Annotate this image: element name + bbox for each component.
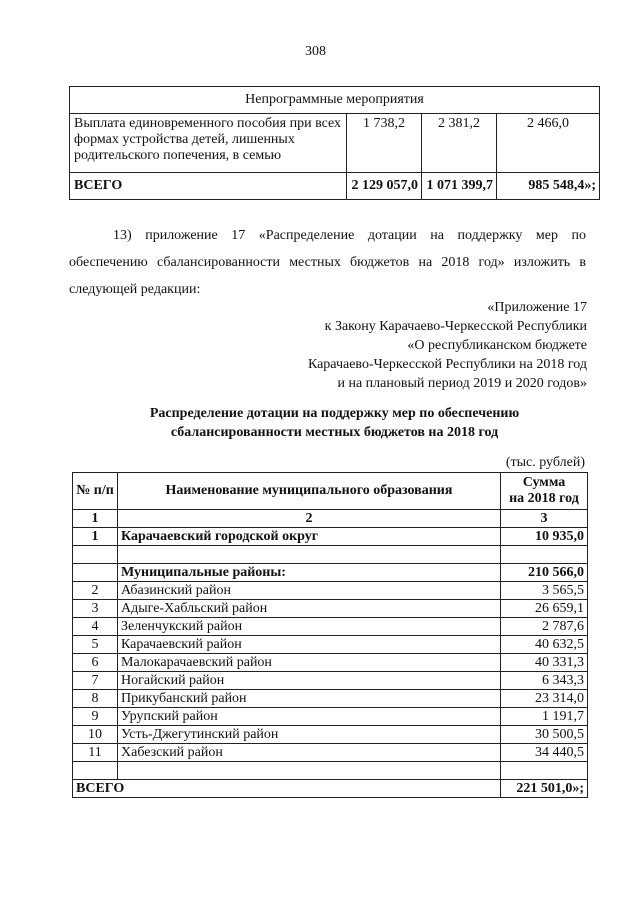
page-number: 308 — [305, 44, 326, 59]
section-title-line: Распределение дотации на поддержку мер по обеспечению — [149, 406, 520, 421]
row-name-cell: Усть-Джегутинский район — [118, 726, 501, 744]
header-row — [73, 473, 588, 510]
index-cell: 1 — [73, 510, 118, 528]
header-num: № п/п — [73, 473, 118, 510]
total-row — [73, 780, 588, 798]
row-num-cell: 4 — [73, 618, 118, 636]
row-num-cell: 2 — [73, 582, 118, 600]
table-row — [73, 672, 588, 690]
empty-cell — [501, 546, 588, 564]
empty-cell — [118, 546, 501, 564]
total-row — [70, 173, 600, 200]
empty-cell — [73, 762, 118, 780]
total-2019-cell: 1 071 399,7 — [422, 173, 497, 200]
empty-cell — [73, 564, 118, 582]
row-value-cell: 210 566,0 — [501, 564, 588, 582]
total-value-cell: 221 501,0»; — [501, 780, 588, 798]
row-num-cell: 11 — [73, 744, 118, 762]
row-num-cell: 7 — [73, 672, 118, 690]
table-row — [73, 636, 588, 654]
row-value-cell: 1 191,7 — [501, 708, 588, 726]
appendix-header — [308, 298, 587, 393]
header-sum-line1: Сумма — [522, 475, 566, 490]
table-row — [73, 690, 588, 708]
table-row — [73, 654, 588, 672]
units-label: (тыс. рублей) — [505, 455, 585, 470]
table-row — [73, 618, 588, 636]
row-num-cell: 9 — [73, 708, 118, 726]
table-row — [73, 708, 588, 726]
row-num-cell: 8 — [73, 690, 118, 708]
row-name-cell: Адыге-Хабльский район — [118, 600, 501, 618]
table-row — [70, 114, 600, 173]
row-name-cell: Хабезский район — [118, 744, 501, 762]
row-name-cell: Муниципальные районы: — [118, 564, 501, 582]
budget-continuation-table — [69, 86, 600, 200]
row-name-cell: Абазинский район — [118, 582, 501, 600]
row-num-cell: 5 — [73, 636, 118, 654]
row-value-cell: 40 632,5 — [501, 636, 588, 654]
empty-cell — [118, 762, 501, 780]
row-value-cell: 10 935,0 — [501, 528, 588, 546]
section-title-cell: Непрограммные мероприятия — [70, 87, 600, 114]
row-value-cell: 34 440,5 — [501, 744, 588, 762]
amendment-paragraph: 13) приложение 17 «Распределение дотации на поддержку мер по обеспечению сбалансированности местных бюджетов на 2018 год» изложить в следующей редакции: — [69, 228, 586, 297]
appendix-line: «О республиканском бюджете — [407, 338, 587, 353]
row-name-cell: Малокарачаевский район — [118, 654, 501, 672]
districts-header-row — [73, 564, 588, 582]
total-2020-cell: 985 548,4»; — [497, 173, 600, 200]
index-row — [73, 510, 588, 528]
empty-row — [73, 546, 588, 564]
row-num-cell: 6 — [73, 654, 118, 672]
row-value-cell: 3 565,5 — [501, 582, 588, 600]
value-2019-cell: 2 381,2 — [422, 114, 497, 173]
appendix-line: Карачаево-Черкесской Республики на 2018 год — [307, 357, 587, 372]
header-name: Наименование муниципального образования — [118, 473, 501, 510]
table-row — [73, 528, 588, 546]
value-2018-cell: 1 738,2 — [347, 114, 422, 173]
row-value-cell: 23 314,0 — [501, 690, 588, 708]
row-name-cell: Карачаевский район — [118, 636, 501, 654]
empty-cell — [73, 546, 118, 564]
row-name-cell: Зеленчукский район — [118, 618, 501, 636]
total-2018-cell: 2 129 057,0 — [347, 173, 422, 200]
row-name-cell: Выплата единовременного пособия при всех формах устройства детей, лишенных родительского попечения, в семью — [70, 114, 347, 173]
distribution-table — [72, 472, 588, 798]
table-row — [73, 582, 588, 600]
row-value-cell: 2 787,6 — [501, 618, 588, 636]
row-value-cell: 6 343,3 — [501, 672, 588, 690]
appendix-line: к Закону Карачаево-Черкесской Республики — [324, 319, 587, 334]
row-num-cell: 1 — [73, 528, 118, 546]
table-section-row — [70, 87, 600, 114]
appendix-line: и на плановый период 2019 и 2020 годов» — [337, 376, 587, 391]
row-value-cell: 26 659,1 — [501, 600, 588, 618]
row-name-cell: Урупский район — [118, 708, 501, 726]
empty-row — [73, 762, 588, 780]
table-row — [73, 744, 588, 762]
row-value-cell: 40 331,3 — [501, 654, 588, 672]
index-cell: 3 — [501, 510, 588, 528]
row-name-cell: Ногайский район — [118, 672, 501, 690]
total-label-cell: ВСЕГО — [73, 780, 501, 798]
section-title — [69, 404, 600, 442]
appendix-line: «Приложение 17 — [487, 300, 587, 315]
table-row — [73, 726, 588, 744]
row-value-cell: 30 500,5 — [501, 726, 588, 744]
total-label-cell: ВСЕГО — [70, 173, 347, 200]
table-row — [73, 600, 588, 618]
index-cell: 2 — [118, 510, 501, 528]
row-num-cell: 10 — [73, 726, 118, 744]
row-num-cell: 3 — [73, 600, 118, 618]
value-2020-cell: 2 466,0 — [497, 114, 600, 173]
header-sum — [501, 473, 588, 510]
header-sum-line2: на 2018 год — [509, 491, 579, 506]
row-name-cell: Прикубанский район — [118, 690, 501, 708]
empty-cell — [501, 762, 588, 780]
section-title-line: сбалансированности местных бюджетов на 2018 год — [170, 425, 499, 440]
row-name-cell: Карачаевский городской округ — [118, 528, 501, 546]
